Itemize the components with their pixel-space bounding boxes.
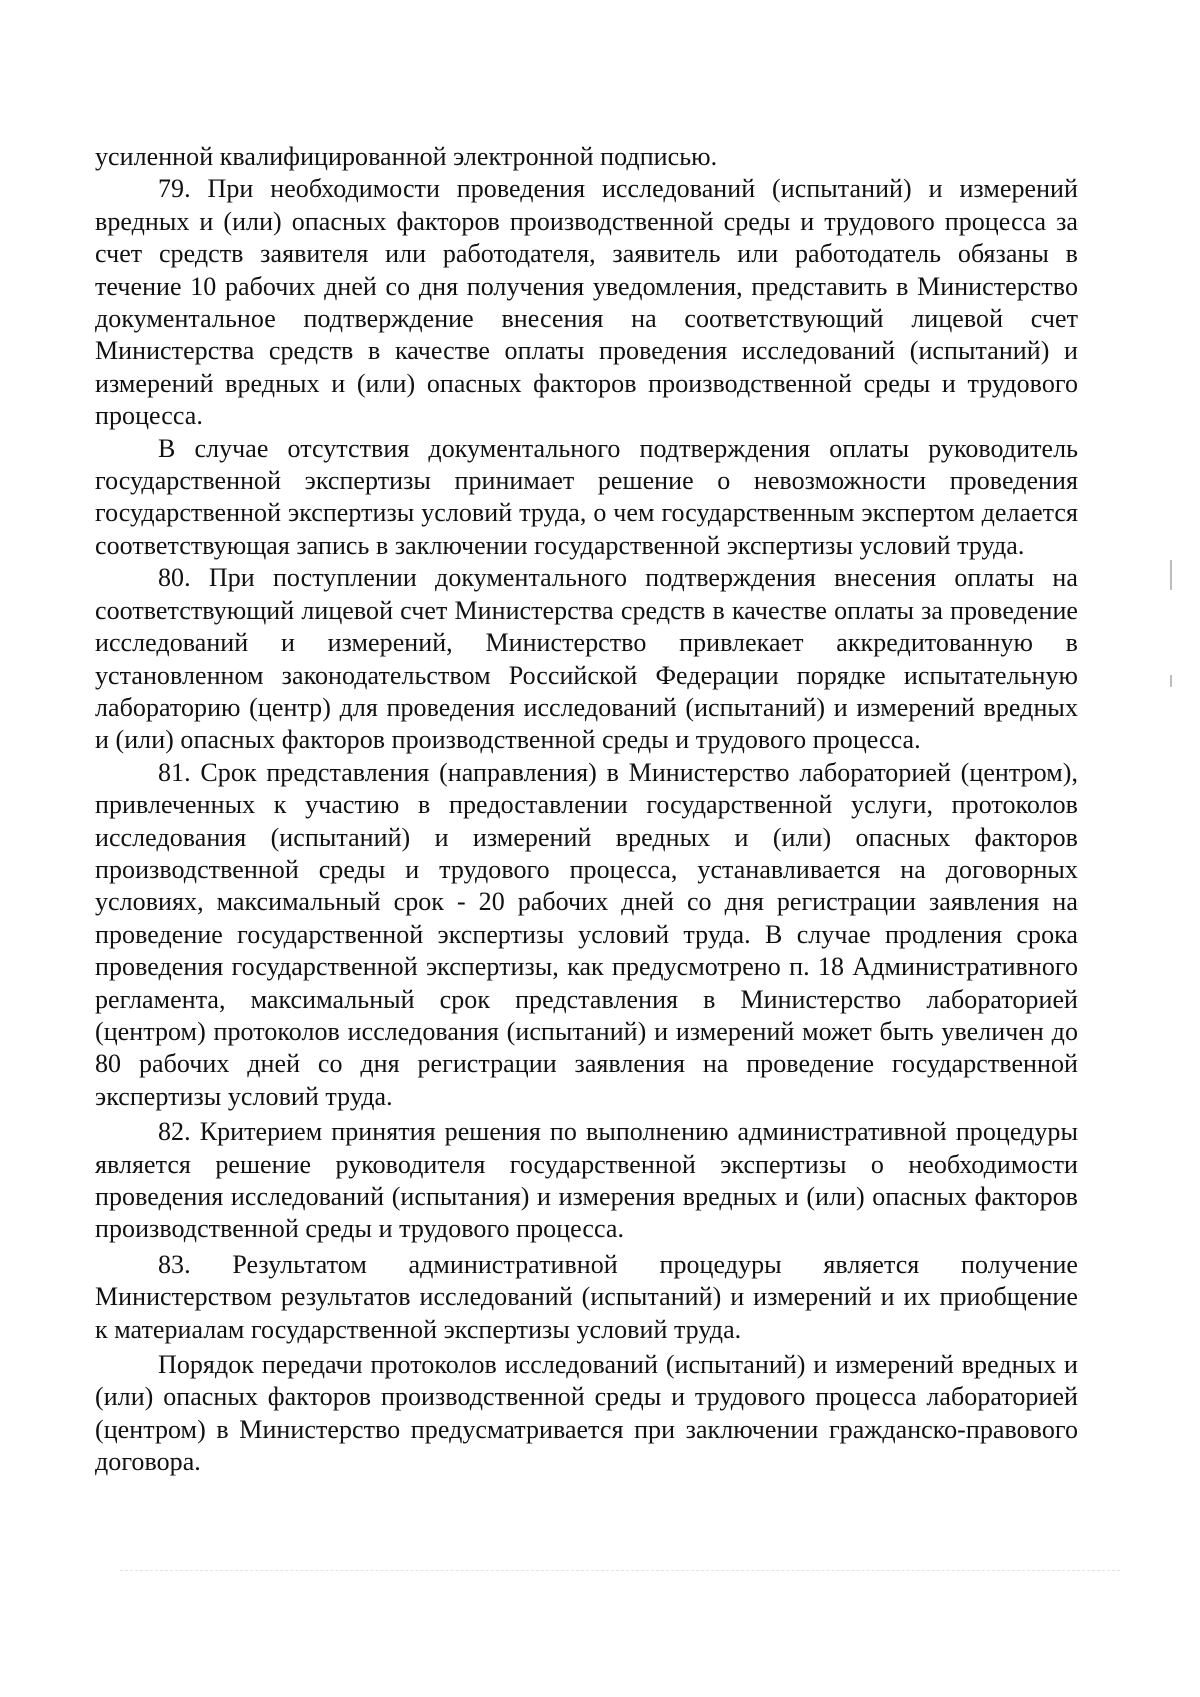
scan-artifact-line <box>120 1570 1120 1577</box>
paragraph-83: 83. Результатом административной процедуры является получение Министерством результатов исследований (испытаний) и измерений и их приобщение к материалам государственной экспертизы условий труда. <box>95 1249 1078 1344</box>
paragraph-82: 82. Критерием принятия решения по выполнению административной процедуры является решение руководителя государственной экспертизы о необходимости проведения исследований (испытания) и измерения вредных и (или) опасных факторов производственной среды и трудового процесса. <box>95 1117 1078 1244</box>
paragraph-81: 81. Срок представления (направления) в Министерство лабораторией (центром), привлеченных к участию в предоставлении государственной услуги, протоколов исследования (испытаний) и измерений вредных и (или) опасных факторов производственной среды и трудового процесса, устанавливается на договорных условиях, максимальный срок - 20 рабочих дней со дня регистрации заявления на проведение государственной экспертизы условий труда. В случае продления срока проведения государственной экспертизы, как предусмотрено п. 18 Административного регламента, максимальный срок представления в Министерство лабораторией (центром) протоколов исследования (испытаний) и измерений может быть увеличен до 80 рабочих дней со дня регистрации заявления на проведение государственной экспертизы условий труда. <box>95 757 1078 1111</box>
paragraph-continuation: усиленной квалифицированной электронной подписью. <box>95 142 718 171</box>
paragraph-protocol-transfer: Порядок передачи протоколов исследований (испытаний) и измерений вредных и (или) опасных факторов производственной среды и трудового процесса лабораторией (центром) в Министерство предусматривается при заключении гражданско-правового договора. <box>95 1350 1078 1477</box>
paragraph-79-payment-absence: В случае отсутствия документального подтверждения оплаты руководитель государственной экспертизы принимает решение о невозможности проведения государственной экспертизы условий труда, о чем государственным экспертом делается соответствующая запись в заключении государственной экспертизы условий труда. <box>95 433 1078 560</box>
scan-artifact-mark <box>1170 560 1172 590</box>
paragraph-80: 80. При поступлении документального подтверждения внесения оплаты на соответствующий лицевой счет Министерства средств в качестве оплаты за проведение исследований и измерений, Министерство привлекает аккредитованную в установленном законодательством Российской Федерации порядке испытательную лабораторию (центр) для проведения исследований (испытаний) и измерений вредных и (или) опасных факторов производственной среды и трудового процесса. <box>95 563 1078 755</box>
paragraph-79: 79. При необходимости проведения исследований (испытаний) и измерений вредных и (или) опасных факторов производственной среды и трудового процесса за счет средств заявителя или работодателя, заявитель или работодатель обязаны в течение 10 рабочих дней со дня получения уведомления, представить в Министерство документальное подтверждение внесения на соответствующий лицевой счет Министерства средств в качестве оплаты проведения исследований (испытаний) и измерений вредных и (или) опасных факторов производственной среды и трудового процесса. <box>95 174 1078 431</box>
scan-artifact-mark <box>1170 675 1172 687</box>
document-body <box>95 141 1078 1479</box>
